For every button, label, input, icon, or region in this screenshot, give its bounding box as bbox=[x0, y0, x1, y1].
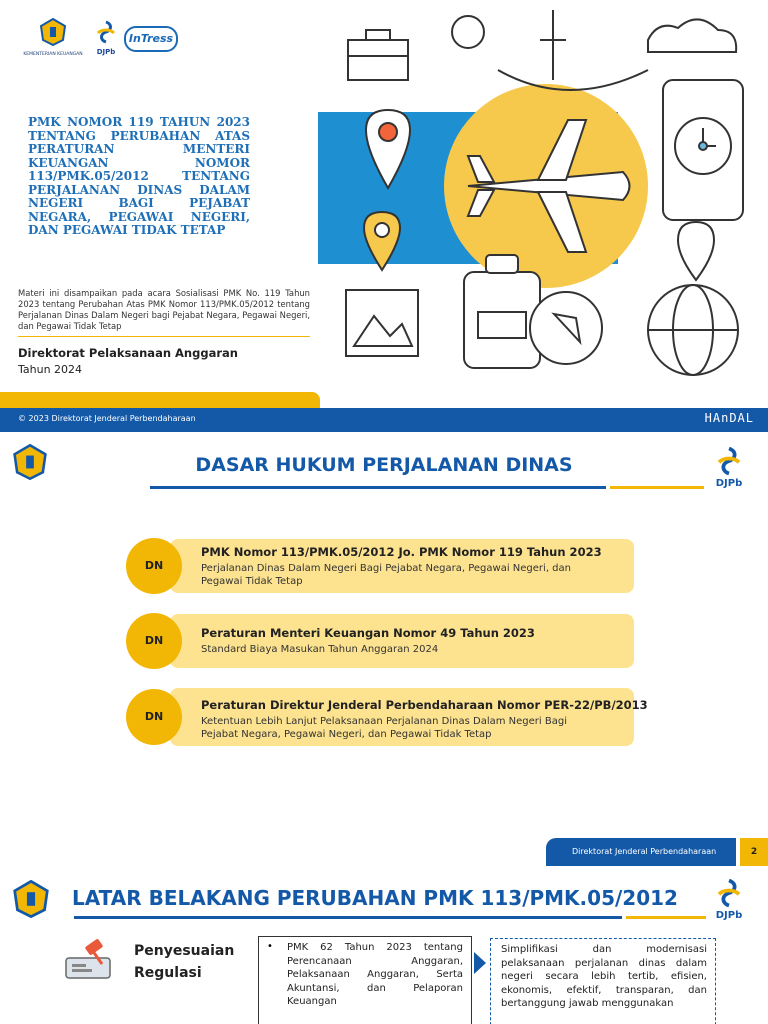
djpb-logo-icon bbox=[94, 20, 118, 44]
djpb-label: DJPb bbox=[715, 910, 743, 921]
legal-item-desc: Standard Biaya Masukan Tahun Anggaran 2024 bbox=[201, 644, 439, 655]
title-underline-accent bbox=[626, 916, 706, 919]
divider bbox=[18, 336, 310, 337]
legal-item-box bbox=[170, 614, 634, 668]
dn-badge: DN bbox=[126, 613, 182, 669]
gavel-icon bbox=[64, 938, 112, 982]
kemenkeu-emblem-icon bbox=[39, 18, 67, 46]
page-number: 2 bbox=[740, 838, 768, 866]
regulation-box bbox=[258, 936, 472, 1024]
slide-legal-basis bbox=[0, 432, 768, 868]
objective-text: Simplifikasi dan modernisasi pelaksanaan perjalanan dinas dalam negeri secara lebih tertib, efisien, ekonomis, efektif, transparan, dan bertanggung jawab menggunakan bbox=[501, 944, 707, 1009]
presentation-title: PMK NOMOR 119 TAHUN 2023 TENTANG PERUBAHAN ATAS PERATURAN MENTERI KEUANGAN NOMOR 113/PMK.05/2012 TENTANG PERJALANAN DINAS DALAM NEGERI BAGI PEJABAT NEGARA, PEGAWAI NEGERI, DAN PEGAWAI TIDAK TETAP bbox=[28, 115, 250, 237]
presentation-description: Materi ini disampaikan pada acara Sosialisasi PMK No. 119 Tahun 2023 tentang Perubahan Atas PMK Nomor 113/PMK.05/2012 tentang Perjalanan Dinas Dalam Negeri bagi Pejabat Negara, Pegawai Negeri, dan Pegawai Tidak Tetap bbox=[18, 288, 310, 331]
kemenkeu-label: KEMENTERIAN KEUANGAN bbox=[23, 52, 83, 57]
djpb-logo-icon bbox=[714, 878, 744, 908]
title-underline bbox=[150, 486, 606, 489]
title-underline bbox=[74, 916, 622, 919]
travel-illustration bbox=[318, 0, 768, 400]
slide-title: LATAR BELAKANG PERUBAHAN PMK 113/PMK.05/2012 bbox=[72, 886, 678, 910]
legal-item-title: PMK Nomor 113/PMK.05/2012 Jo. PMK Nomor 119 Tahun 2023 bbox=[201, 545, 602, 559]
footer-text: Direktorat Jenderal Perbendaharaan bbox=[572, 847, 717, 856]
anchor-icon bbox=[540, 10, 566, 80]
dn-badge: DN bbox=[126, 689, 182, 745]
clock-icon bbox=[663, 80, 743, 220]
subtitle-line: Penyesuaian bbox=[134, 943, 235, 959]
legal-item-desc: Ketentuan Lebih Lanjut Pelaksanaan Perjalanan Dinas Dalam Negeri Bagi Pejabat Negara, Pegawai Negeri, dan Pegawai Tidak Tetap bbox=[201, 716, 567, 740]
target-icon bbox=[452, 16, 484, 48]
suitcase-icon bbox=[464, 255, 540, 368]
compass-icon bbox=[530, 292, 602, 364]
regulation-text: PMK 62 Tahun 2023 tentang Perencanaan Anggaran, Pelaksanaan Anggaran, Serta Akuntansi, dan Pelaporan Keuangan bbox=[287, 942, 463, 1007]
bullet: • bbox=[267, 941, 273, 952]
slide-background bbox=[0, 868, 768, 1024]
image-icon bbox=[346, 290, 418, 356]
pin-icon-2 bbox=[678, 222, 714, 280]
legal-item-desc: Perjalanan Dinas Dalam Negeri Bagi Pejabat Negara, Pegawai Negeri, dan Pegawai Tidak Tetap bbox=[201, 563, 571, 587]
handal-logo: HAnDAL bbox=[704, 411, 754, 425]
title-underline-accent bbox=[610, 486, 704, 489]
slide-title: DASAR HUKUM PERJALANAN DINAS bbox=[195, 454, 573, 476]
intress-logo: InTress bbox=[124, 26, 178, 52]
djpb-logo bbox=[706, 878, 752, 921]
slide-title bbox=[0, 0, 768, 432]
arc bbox=[498, 70, 648, 90]
objective-box bbox=[490, 938, 716, 1024]
cloud-icon bbox=[648, 19, 736, 52]
presentation-year: Tahun 2024 bbox=[18, 363, 83, 376]
kemenkeu-logo bbox=[18, 18, 88, 57]
arrow-right-icon bbox=[472, 948, 490, 978]
djpb-logo bbox=[706, 446, 752, 489]
footer-copyright: © 2023 Direktorat Jenderal Perbendaharaan bbox=[18, 414, 196, 423]
dn-badge: DN bbox=[126, 538, 182, 594]
section-subtitle bbox=[134, 940, 234, 984]
djpb-logo-icon bbox=[714, 446, 744, 476]
djpb-label: DJPb bbox=[715, 478, 743, 489]
organization-name: Direktorat Pelaksanaan Anggaran bbox=[18, 346, 238, 360]
djpb-logo-small bbox=[86, 20, 126, 56]
djpb-label: DJPb bbox=[96, 48, 116, 56]
globe-icon bbox=[648, 285, 738, 375]
kemenkeu-emblem-icon bbox=[12, 880, 50, 918]
legal-item-title: Peraturan Menteri Keuangan Nomor 49 Tahun 2023 bbox=[201, 626, 535, 640]
briefcase-icon bbox=[348, 30, 408, 80]
legal-item-title: Peraturan Direktur Jenderal Perbendaharaan Nomor PER-22/PB/2013 bbox=[201, 698, 648, 712]
subtitle-line: Regulasi bbox=[134, 965, 202, 981]
accent-bar bbox=[0, 392, 320, 408]
